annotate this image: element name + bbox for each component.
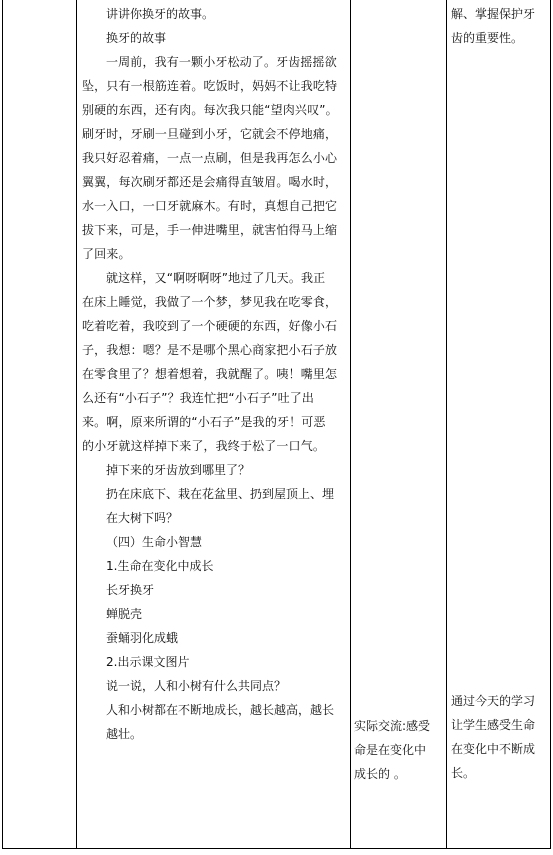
content-line: 蝉脱壳 [106,607,143,621]
content-line: 么还有“小石子”？我连忙把“小石子”吐了出 [82,391,315,405]
table-border-right [550,0,551,849]
lesson-content-cell [82,2,348,746]
content-line: 翼翼，每次刷牙都还是会痛得直皱眉。喝水时， [82,175,338,189]
table-column-divider-3 [446,0,447,849]
activity-line: 实际交流:感受 [354,719,431,733]
intent-line: 通过今天的学习 [451,694,536,708]
content-line: 水一入口，一口牙就麻木。有时，真想自己把它 [82,199,338,213]
content-line: 扔在床底下、栽在花盆里、扔到屋顶上、埋 [106,487,335,501]
content-line: 的小牙就这样掉下来了，我终于松了一口气。 [82,439,326,453]
content-line: 越壮。 [106,727,143,741]
activity-line: 命是在变化中 [354,743,427,757]
table-column-divider-1 [76,0,77,849]
content-line: 就这样，又“啊呀啊呀”地过了几天。我正 [106,271,326,285]
table-border-bottom [2,848,551,849]
question-line: 说一说，人和小树有什么共同点？ [106,679,287,693]
subsection-heading: 2.出示课文图片 [106,655,190,669]
content-line: 吃着吃着，我咬到了一个硬硬的东西，好像小石 [82,319,338,333]
subsection-heading: 1.生命在变化中成长 [106,559,214,573]
student-activity-cell [354,714,444,786]
content-line: 我只好忍着痛，一点一点刷，但是我再怎么小心 [82,151,338,165]
content-line: 在床上睡觉，我做了一个梦，梦见我在吃零食， [82,295,338,309]
story-title: 换牙的故事 [106,31,167,45]
content-line: 人和小树都在不断地成长，越长越高，越长 [106,703,335,717]
content-line: 了回来。 [82,247,131,261]
intent-line: 在变化中不断成 [451,742,536,756]
table-column-divider-2 [350,0,351,849]
content-line: 蚕蛹羽化成蛾 [106,631,179,645]
content-line: 别硬的东西，还有肉。每次我只能“望肉兴叹”。 [82,103,338,117]
content-line: 子，我想：嗯？是不是哪个黑心商家把小石子放 [82,343,338,357]
content-line: 刷牙时，牙刷一旦碰到小牙，它就会不停地痛， [82,127,338,141]
intent-line: 齿的重要性。 [451,31,524,45]
intent-line: 解、掌握保护牙 [451,7,536,21]
content-line: 讲讲你换牙的故事。 [106,7,215,21]
intent-line: 让学生感受生命 [451,718,536,732]
design-intent-cell-top [451,2,547,50]
activity-line: 成长的 。 [354,767,406,781]
content-line: 拔下来，可是，手一伸进嘴里，就害怕得马上缩 [82,223,338,237]
content-line: 在零食里了？想着想着，我就醒了。咦！嘴里怎 [82,367,338,381]
content-line: 在大树下吗？ [106,511,179,525]
question-line: 掉下来的牙齿放到哪里了？ [106,463,251,477]
content-line: 来。啊，原来所谓的“小石子”是我的牙！可恶 [82,415,326,429]
table-border-left [2,0,3,849]
section-heading: （四）生命小智慧 [106,535,203,549]
content-line: 一周前，我有一颗小牙松动了。牙齿摇摇欲 [106,55,337,69]
intent-line: 长。 [451,766,476,780]
content-line: 长牙换牙 [106,583,155,597]
design-intent-cell-bottom [451,689,547,785]
content-line: 坠，只有一根筋连着。吃饭时，妈妈不让我吃特 [82,79,338,93]
